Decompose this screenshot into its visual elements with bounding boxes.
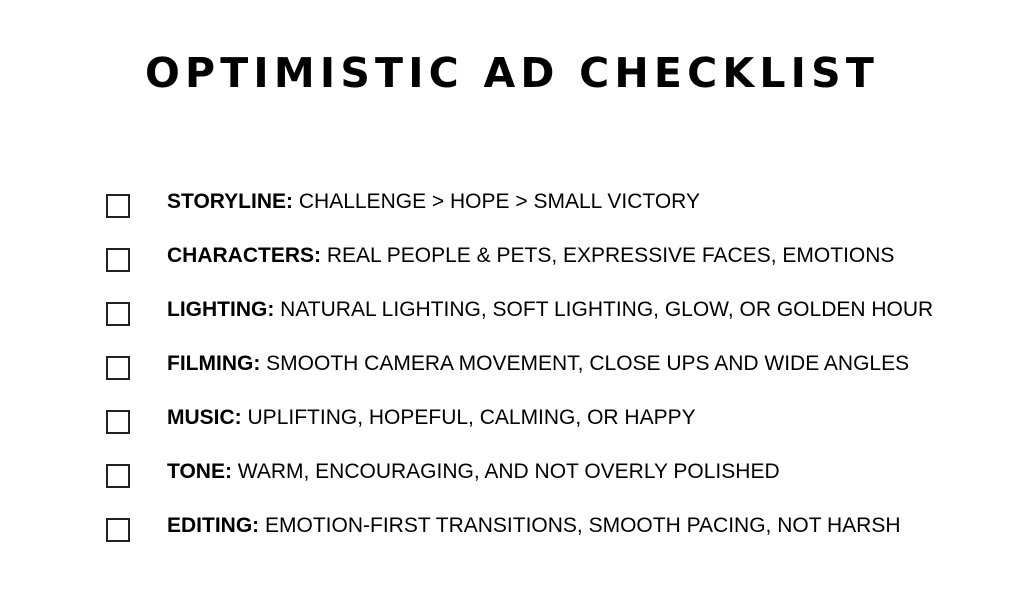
item-label: MUSIC: xyxy=(167,406,242,429)
item-label: FILMING: xyxy=(167,352,261,375)
checklist-item-storyline xyxy=(106,175,1006,229)
checkbox[interactable] xyxy=(106,194,130,218)
item-text xyxy=(167,296,933,324)
checklist-item-lighting xyxy=(106,283,1006,337)
checklist-item-characters xyxy=(106,229,1006,283)
checkbox[interactable] xyxy=(106,302,130,326)
item-description: UPLIFTING, HOPEFUL, CALMING, OR HAPPY xyxy=(247,406,696,429)
checkbox[interactable] xyxy=(106,248,130,272)
item-description: NATURAL LIGHTING, SOFT LIGHTING, GLOW, OR GOLDEN HOUR xyxy=(280,298,934,321)
item-description: REAL PEOPLE & PETS, EXPRESSIVE FACES, EMOTIONS xyxy=(326,244,895,267)
item-description: EMOTION-FIRST TRANSITIONS, SMOOTH PACING, NOT HARSH xyxy=(265,514,901,537)
item-label: LIGHTING: xyxy=(167,298,275,321)
page-title: OPTIMISTIC AD CHECKLIST xyxy=(144,49,880,97)
item-label: STORYLINE: xyxy=(167,190,294,213)
item-text xyxy=(167,512,901,540)
checkbox[interactable] xyxy=(106,518,130,542)
item-text xyxy=(167,242,894,270)
checklist-item-tone xyxy=(106,445,1006,499)
item-label: TONE: xyxy=(167,460,232,483)
item-label: EDITING: xyxy=(167,514,260,537)
checkbox[interactable] xyxy=(106,356,130,380)
checkbox[interactable] xyxy=(106,410,130,434)
checklist-item-filming xyxy=(106,337,1006,391)
checklist xyxy=(106,175,1006,553)
item-text xyxy=(167,404,696,432)
item-description: SMOOTH CAMERA MOVEMENT, CLOSE UPS AND WIDE ANGLES xyxy=(266,352,910,375)
checkbox[interactable] xyxy=(106,464,130,488)
checklist-item-editing xyxy=(106,499,1006,553)
item-label: CHARACTERS: xyxy=(167,244,321,267)
checklist-item-music xyxy=(106,391,1006,445)
item-text xyxy=(167,458,780,486)
item-text xyxy=(167,350,909,378)
item-description: WARM, ENCOURAGING, AND NOT OVERLY POLISHED xyxy=(237,460,780,483)
item-description: CHALLENGE > HOPE > SMALL VICTORY xyxy=(298,190,700,213)
item-text xyxy=(167,188,700,216)
